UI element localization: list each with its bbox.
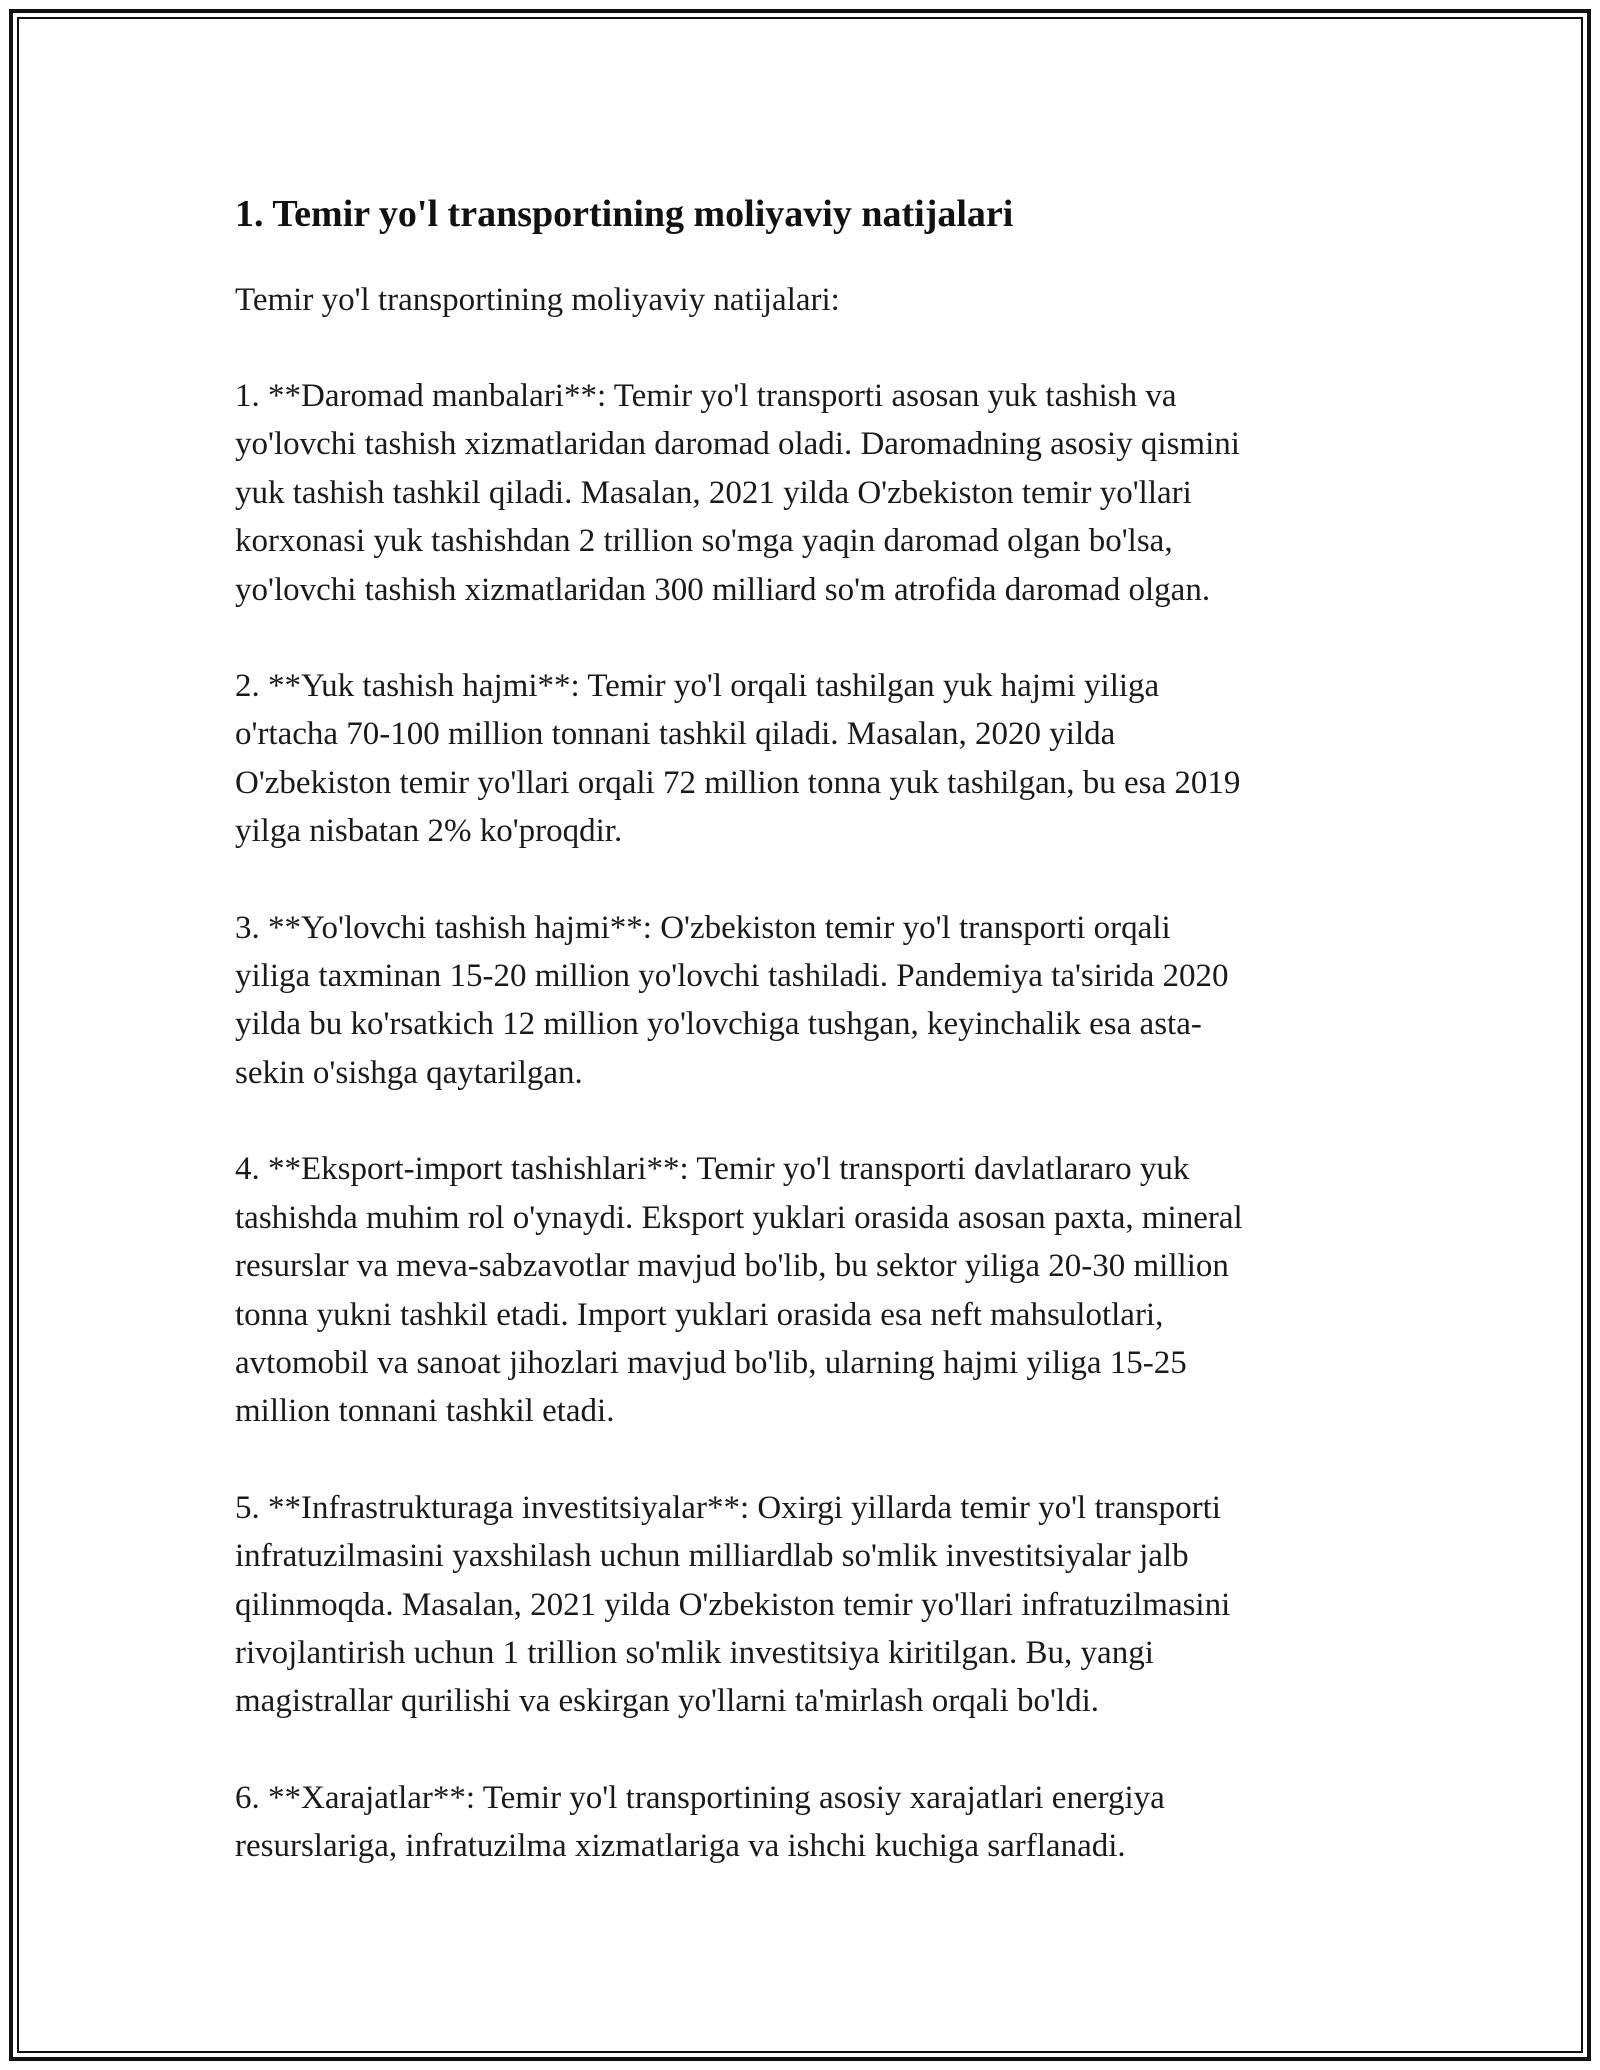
paragraph-yolovchi-tashish-hajmi — [235, 904, 1365, 1098]
paragraph-xarajatlar — [235, 1774, 1365, 1871]
paragraph-line: sekin o'sishga qaytarilgan. — [235, 1054, 583, 1091]
paragraph-line: yuk tashish tashkil qiladi. Masalan, 2021 yilda O'zbekiston temir yo'llari — [235, 474, 1192, 511]
paragraph-line: resurslar va meva-sabzavotlar mavjud bo'lib, bu sektor yiliga 20-30 million — [235, 1248, 1229, 1285]
paragraph-line: qilinmoqda. Masalan, 2021 yilda O'zbekiston temir yo'llari infratuzilmasini — [235, 1586, 1231, 1623]
paragraph-line: rivojlantirish uchun 1 trillion so'mlik investitsiya kiritilgan. Bu, yangi — [235, 1634, 1154, 1671]
paragraph-yuk-tashish-hajmi — [235, 662, 1365, 856]
paragraph-line: O'zbekiston temir yo'llari orqali 72 million tonna yuk tashilgan, bu esa 2019 — [235, 764, 1241, 801]
paragraph-line: o'rtacha 70-100 million tonnani tashkil qiladi. Masalan, 2020 yilda — [235, 716, 1116, 753]
paragraph-line: tonna yukni tashkil etadi. Import yuklari orasida esa neft mahsulotlari, — [235, 1296, 1164, 1333]
paragraph-line: 6. **Xarajatlar**: Temir yo'l transportining asosiy xarajatlari energiya — [235, 1779, 1165, 1816]
paragraph-line: yiliga taxminan 15-20 million yo'lovchi tashiladi. Pandemiya ta'sirida 2020 — [235, 958, 1229, 995]
paragraph-line: yo'lovchi tashish xizmatlaridan daromad oladi. Daromadning asosiy qismini — [235, 426, 1240, 463]
paragraph-line: magistrallar qurilishi va eskirgan yo'llarni ta'mirlash orqali bo'ldi. — [235, 1683, 1100, 1720]
paragraph-line: 3. **Yo'lovchi tashish hajmi**: O'zbekiston temir yo'l transporti orqali — [235, 909, 1171, 946]
paragraph-line: yo'lovchi tashish xizmatlaridan 300 milliard so'm atrofida daromad olgan. — [235, 571, 1211, 608]
paragraph-line: tashishda muhim rol o'ynaydi. Eksport yuklari orasida asosan paxta, mineral — [235, 1199, 1243, 1236]
paragraph-line: yilga nisbatan 2% ko'proqdir. — [235, 813, 623, 850]
paragraph-line: yilda bu ko'rsatkich 12 million yo'lovchiga tushgan, keyinchalik esa asta- — [235, 1006, 1202, 1043]
paragraph-line: 4. **Eksport-import tashishlari**: Temir yo'l transporti davlatlararo yuk — [235, 1151, 1190, 1188]
document-title: 1. Temir yo'l transportining moliyaviy natijalari — [235, 193, 1014, 235]
paragraph-daromad-manbalari — [235, 372, 1365, 614]
paragraph-line: 1. **Daromad manbalari**: Temir yo'l transporti asosan yuk tashish va — [235, 378, 1177, 414]
paragraph-line: infratuzilmasini yaxshilash uchun milliardlab so'mlik investitsiyalar jalb — [235, 1538, 1189, 1575]
document-body — [235, 186, 1365, 1871]
paragraph-eksport-import — [235, 1145, 1365, 1435]
document-intro: Temir yo'l transportining moliyaviy natijalari: — [235, 282, 840, 318]
paragraph-line: million tonnani tashkil etadi. — [235, 1393, 615, 1430]
paragraph-line: korxonasi yuk tashishdan 2 trillion so'mga yaqin daromad olgan bo'lsa, — [235, 523, 1173, 560]
paragraph-line: 2. **Yuk tashish hajmi**: Temir yo'l orqali tashilgan yuk hajmi yiliga — [235, 668, 1160, 705]
paragraph-line: 5. **Infrastrukturaga investitsiyalar**: Oxirgi yillarda temir yo'l transporti — [235, 1489, 1221, 1526]
paragraph-infrastruktura-investitsiyalar — [235, 1484, 1365, 1726]
paragraph-line: resurslariga, infratuzilma xizmatlariga va ishchi kuchiga sarflanadi. — [235, 1828, 1126, 1865]
paragraph-line: avtomobil va sanoat jihozlari mavjud bo'lib, ularning hajmi yiliga 15-25 — [235, 1344, 1187, 1381]
